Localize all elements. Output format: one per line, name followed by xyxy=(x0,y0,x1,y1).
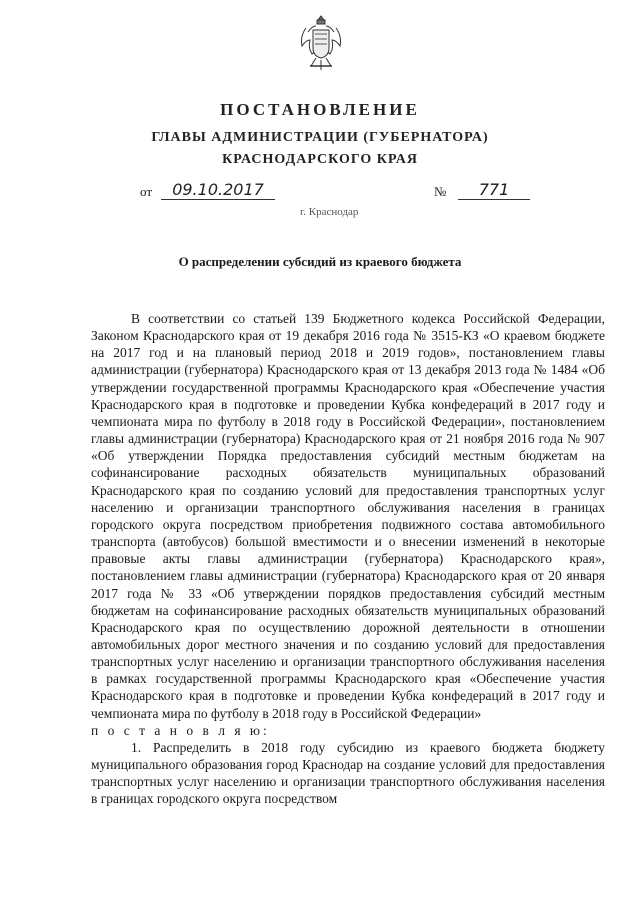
number-prefix: № xyxy=(434,184,447,199)
document-number: 771 xyxy=(458,180,530,200)
item-1-paragraph: 1. Распределить в 2018 году субсидию из краевого бюджета бюджету муниципального образования город Краснодар на создание условий для предоставления транспортных услуг населению и организации транспортного обслуживания населения в границах городского округа посредством xyxy=(91,739,605,807)
document-subject: О распределении субсидий из краевого бюджета xyxy=(178,254,462,269)
coat-of-arms-icon xyxy=(298,14,344,74)
preamble-paragraph: В соответствии со статьей 139 Бюджетного кодекса Российской Федерации, Законом Краснодарского края от 19 декабря 2016 года № 3515-КЗ «О краевом бюджете на 2017 год и на плановый период 2018 и 2019 годов», постановлением главы администрации (губернатора) Краснодарского края от 13 декабря 2013 года № 1484 «Об утверждении государственной программы Краснодарского края «Обеспечение участия Краснодарского края в подготовке и проведении Кубка конфедераций в 2017 году и чемпионата мира по футболу в 2018 году в Российской Федерации», постановлением главы администрации (губернатора) Краснодарского края от 21 ноября 2016 года № 907 «Об утверждении Порядка предоставления субсидий местным бюджетам на софинансирование расходных обязательств муниципальных образований Краснодарского края по созданию условий для предоставления транспортных услуг населению и организации транспортного обслуживания населения в границах городского округа посредством приобретения подвижного состава автомобильного транспорта (автобусов) большой вместимости и о внесении изменений в некоторые правовые акты главы администрации (губернатора) Краснодарского края», постановлением главы администрации (губернатора) Краснодарского края от 20 января 2017 года № 33 «Об утверждении порядков предоставления субсидий местным бюджетам на софинансирование расходных обязательств муниципальных образований Краснодарского края по осуществлению дорожной деятельности в отношении автомобильных дорог местного значения и по созданию условий для предоставления транспортных услуг населению и организации транспортного обслуживания населения в рамках государственной программы Краснодарского края «Обеспечение участия Краснодарского края в подготовке и проведении Кубка конфедераций в 2017 году и чемпионата мира по футболу в 2018 году в Российской Федерации» xyxy=(91,311,605,721)
city-label: г. Краснодар xyxy=(300,206,359,218)
resolve-line: п о с т а н о в л я ю: xyxy=(91,722,270,738)
document-title: ПОСТАНОВЛЕНИЕ xyxy=(220,100,420,119)
date-prefix: от xyxy=(140,184,153,199)
issuer-line: ГЛАВЫ АДМИНИСТРАЦИИ (ГУБЕРНАТОРА) xyxy=(151,130,489,145)
document-body xyxy=(91,310,605,808)
date-number-line xyxy=(0,180,640,206)
document-date: 09.10.2017 xyxy=(161,180,275,200)
region-line: КРАСНОДАРСКОГО КРАЯ xyxy=(222,152,418,167)
